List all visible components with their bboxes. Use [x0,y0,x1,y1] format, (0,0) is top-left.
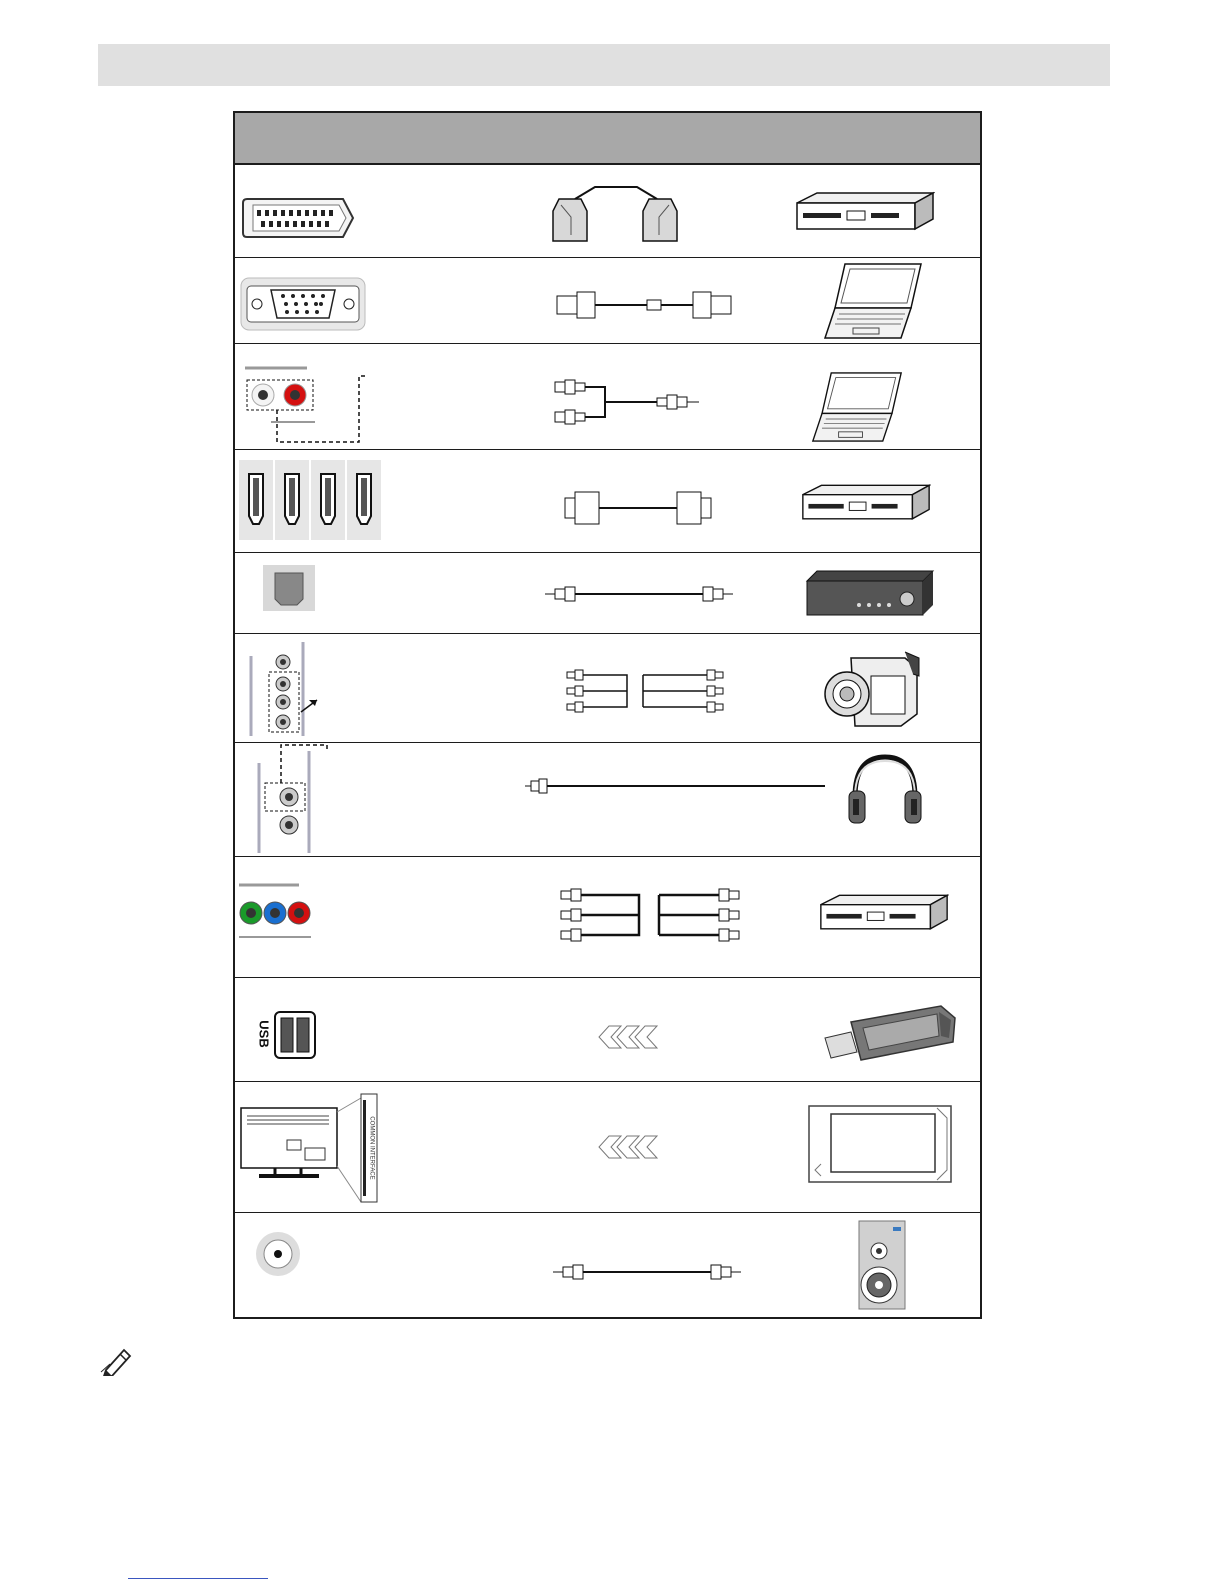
section-header-band [98,44,1110,86]
hdmi-cable-icon [563,490,713,526]
table-header [235,113,980,165]
common-interface-label: COMMON INTERFACE [368,1116,375,1180]
usb-stick-icon [821,1002,961,1066]
scart-socket-icon [241,195,357,241]
usb-sockets-icon [247,1008,321,1060]
dvd-player-icon [819,891,949,935]
spdif-cable-icon [545,585,735,603]
vga-socket-icon [239,276,367,332]
connection-row-common-interface [235,1082,980,1213]
footer-rule [128,1578,268,1579]
spdif-optical-socket-icon [263,565,315,611]
connection-row-pc-audio [235,344,980,450]
connection-row-scart [235,165,980,258]
connection-row-subwoofer [235,1213,980,1317]
laptop-icon [823,262,923,340]
amplifier-icon [805,567,935,617]
subwoofer-socket-icon [255,1231,301,1277]
connection-row-side-av [235,634,980,743]
connection-row-headphone [235,743,980,857]
connection-row-ypbpr [235,857,980,978]
pc-audio-in-icon [241,362,371,446]
camcorder-icon [821,644,921,734]
ypbpr-sockets-icon [237,881,317,941]
subwoofer-cable-icon [553,1263,743,1281]
dvd-player-icon [801,480,931,526]
cam-module-icon [807,1104,953,1184]
dvd-player-icon [795,189,935,235]
hdmi-sockets-icon [237,458,383,542]
component-cable-icon [559,887,743,943]
pencil-note-icon [100,1344,136,1376]
vga-cable-icon [555,288,735,322]
common-interface-slot-icon [239,1090,385,1206]
usb-label: USB [256,1020,272,1048]
audio-y-cable-icon [553,378,713,430]
connection-row-spdif [235,553,980,634]
scart-cable-icon [545,183,685,247]
subwoofer-icon [857,1219,907,1311]
connection-table [233,111,982,1319]
laptop-icon [811,370,903,444]
connection-row-usb [235,978,980,1082]
av-cable-icon [565,668,725,714]
side-av-socket-icon [245,638,325,738]
headphones-icon [845,751,925,831]
connection-row-hdmi [235,450,980,553]
insert-arrows-icon [591,1024,663,1050]
headphone-cable-icon [525,777,825,795]
headphone-socket-icon [245,743,335,855]
insert-arrows-icon [591,1134,663,1160]
connection-row-vga [235,258,980,344]
